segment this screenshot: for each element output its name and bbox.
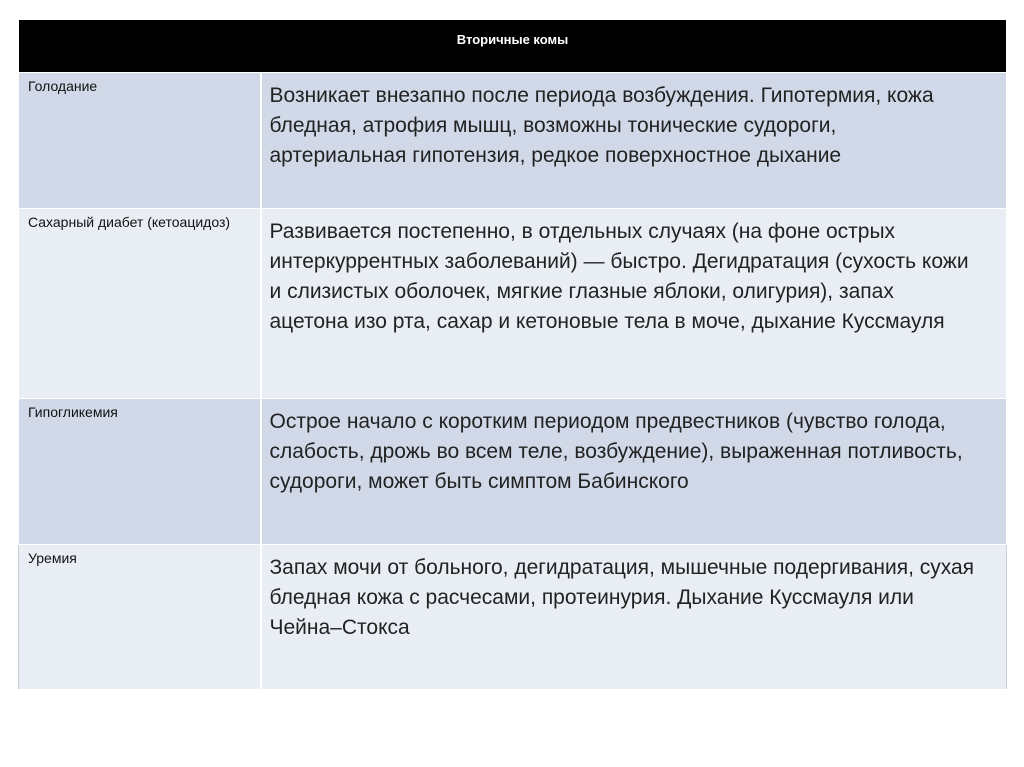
coma-type-cell: Голодание [19,73,261,209]
coma-description-cell: Возникает внезапно после периода возбуждения. Гипотермия, кожа бледная, атрофия мышц, возможны тонические судороги, артериальная гипотензия, редкое поверхностное дыхание [261,73,1007,209]
secondary-comas-table [18,19,1007,690]
table-row [19,545,1007,690]
table-header: Вторичные комы [19,20,1007,73]
coma-type-cell: Гипогликемия [19,399,261,545]
coma-type-cell: Сахарный диабет (кетоацидоз) [19,209,261,399]
coma-description-cell: Запах мочи от больного, дегидратация, мышечные подергивания, сухая бледная кожа с расчесами, протеинурия. Дыхание Куссмауля или Чейна–Стокса [261,545,1007,690]
coma-type-cell: Уремия [19,545,261,690]
table-row [19,399,1007,545]
table-row [19,209,1007,399]
table-row [19,73,1007,209]
table-header-row [19,20,1007,73]
coma-description-cell: Развивается постепенно, в отдельных случаях (на фоне острых интеркуррентных заболеваний) — быстро. Дегидратация (сухость кожи и слизистых оболочек, мягкие глазные яблоки, олигурия), запах ацетона изо рта, сахар и кетоновые тела в моче, дыхание Куссмауля [261,209,1007,399]
coma-description-cell: Острое начало с коротким периодом предвестников (чувство голода, слабость, дрожь во всем теле, возбуждение), выраженная потливость, судороги, может быть симптом Бабинского [261,399,1007,545]
